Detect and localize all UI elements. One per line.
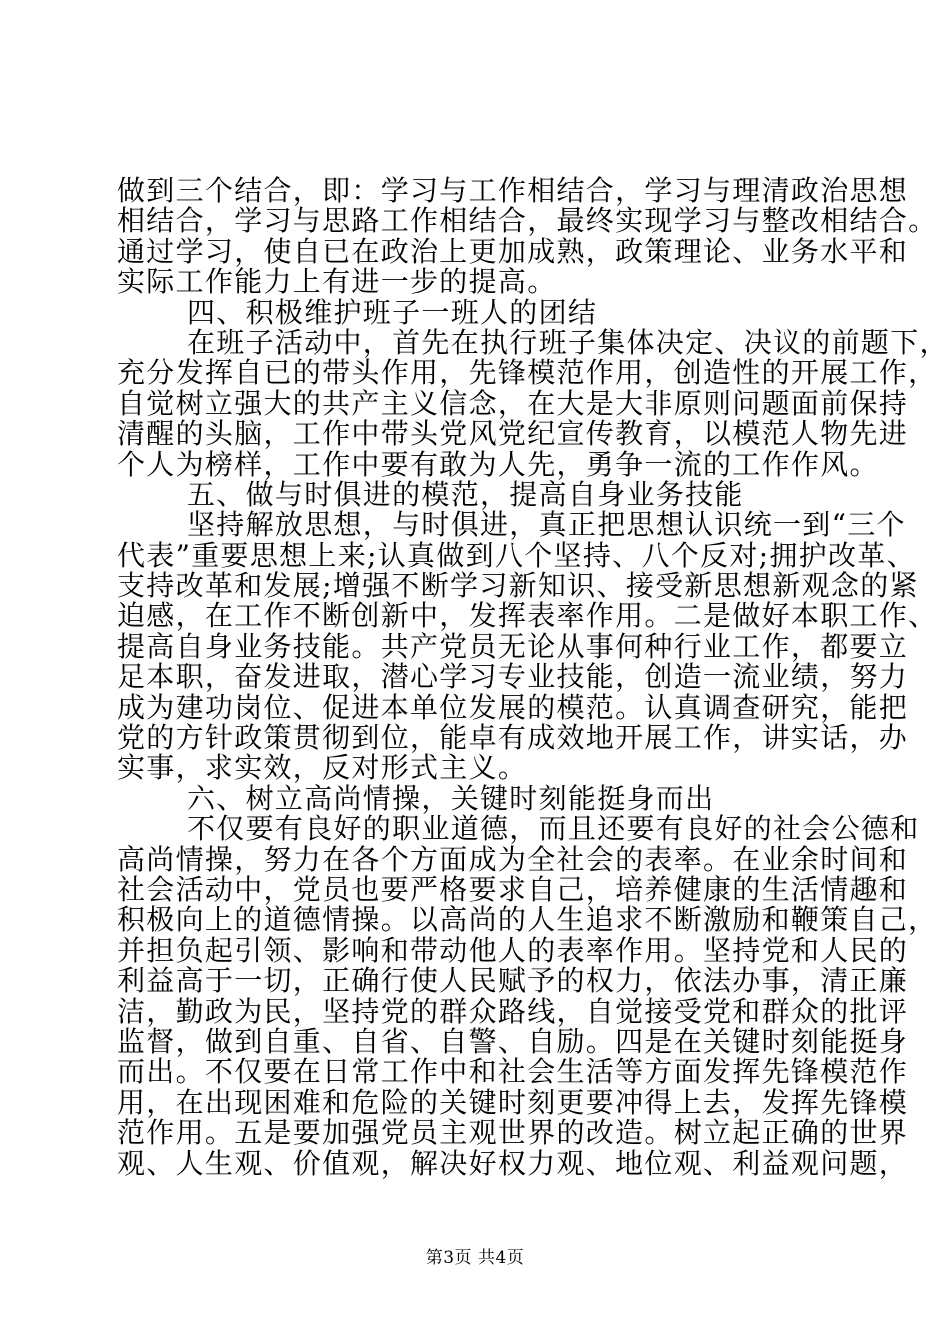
text-line: 监督，做到自重、自省、自警、自励。四是在关键时刻能挺身 [117,1024,909,1058]
text-line: 积极向上的道德情操。以高尚的人生追求不断激励和鞭策自己， [117,903,938,937]
text-line: 实事，求实效，反对形式主义。 [117,751,528,785]
text-line: 支持改革和发展;增强不断学习新知识、接受新思想新观念的紧 [117,569,919,603]
text-line: 观、人生观、价值观，解决好权力观、地位观、利益观问题， [117,1146,909,1180]
text-line: 在班子活动中，首先在执行班子集体决定、决议的前题下， [187,325,949,359]
text-line: 清醒的头脑，工作中带头党风党纪宣传教育，以模范人物先进 [117,417,909,451]
text-line: 代表”重要思想上来;认真做到八个坚持、八个反对;拥护改革、 [117,538,916,572]
text-line: 个人为榜样，工作中要有敢为人先，勇争一流的工作作风。 [117,447,879,481]
document-body [117,174,949,1180]
page-footer: 第3页 共4页 [425,1248,525,1268]
text-line: 充分发挥自已的带头作用，先锋模范作用，创造性的开展工作， [117,356,938,390]
text-line: 做到三个结合，即：学习与工作相结合，学习与理清政治思想 [117,174,909,207]
text-line: 坚持解放思想，与时俱进，真正把思想认识统一到“三个 [187,508,906,542]
text-line: 实际工作能力上有进一步的提高。 [117,265,557,299]
text-line: 通过学习，使自已在政治上更加成熟，政策理论、业务水平和 [117,234,909,268]
text-line: 利益高于一切，正确行使人民赋予的权力，依法办事，清正廉 [117,964,909,998]
text-line: 洁，勤政为民，坚持党的群众路线，自觉接受党和群众的批评 [117,994,909,1028]
text-line: 成为建功岗位、促进本单位发展的模范。认真调查研究，能把 [117,690,909,724]
text-line: 五、做与时俱进的模范，提高自身业务技能 [187,477,744,511]
text-line: 高尚情操，努力在各个方面成为全社会的表率。在业余时间和 [117,842,909,876]
text-line: 党的方针政策贯彻到位，能卓有成效地开展工作，讲实话，办 [117,721,909,755]
text-line: 而出。不仅要在日常工作中和社会生活等方面发挥先锋模范作 [117,1055,909,1089]
text-line: 并担负起引领、影响和带动他人的表率作用。坚持党和人民的 [117,933,909,967]
text-line: 范作用。五是要加强党员主观世界的改造。树立起正确的世界 [117,1116,909,1150]
text-line: 用，在出现困难和危险的关键时刻更要冲得上去，发挥先锋模 [117,1085,909,1119]
text-line: 迫感，在工作不断创新中，发挥表率作用。二是做好本职工作、 [117,599,938,633]
text-line: 足本职，奋发进取，潜心学习专业技能，创造一流业绩，努力 [117,660,909,694]
text-line: 六、树立高尚情操，关键时刻能挺身而出 [187,781,715,815]
text-line: 相结合，学习与思路工作相结合，最终实现学习与整改相结合。 [117,204,938,238]
text-line: 社会活动中，党员也要严格要求自己，培养健康的生活情趣和 [117,872,909,906]
text-line: 提高自身业务技能。共产党员无论从事何种行业工作，都要立 [117,629,909,663]
text-line: 不仅要有良好的职业道德，而且还要有良好的社会公德和 [187,812,920,846]
text-line: 四、积极维护班子一班人的团结 [187,295,598,329]
text-line: 自觉树立强大的共产主义信念，在大是大非原则问题面前保持 [117,386,909,420]
